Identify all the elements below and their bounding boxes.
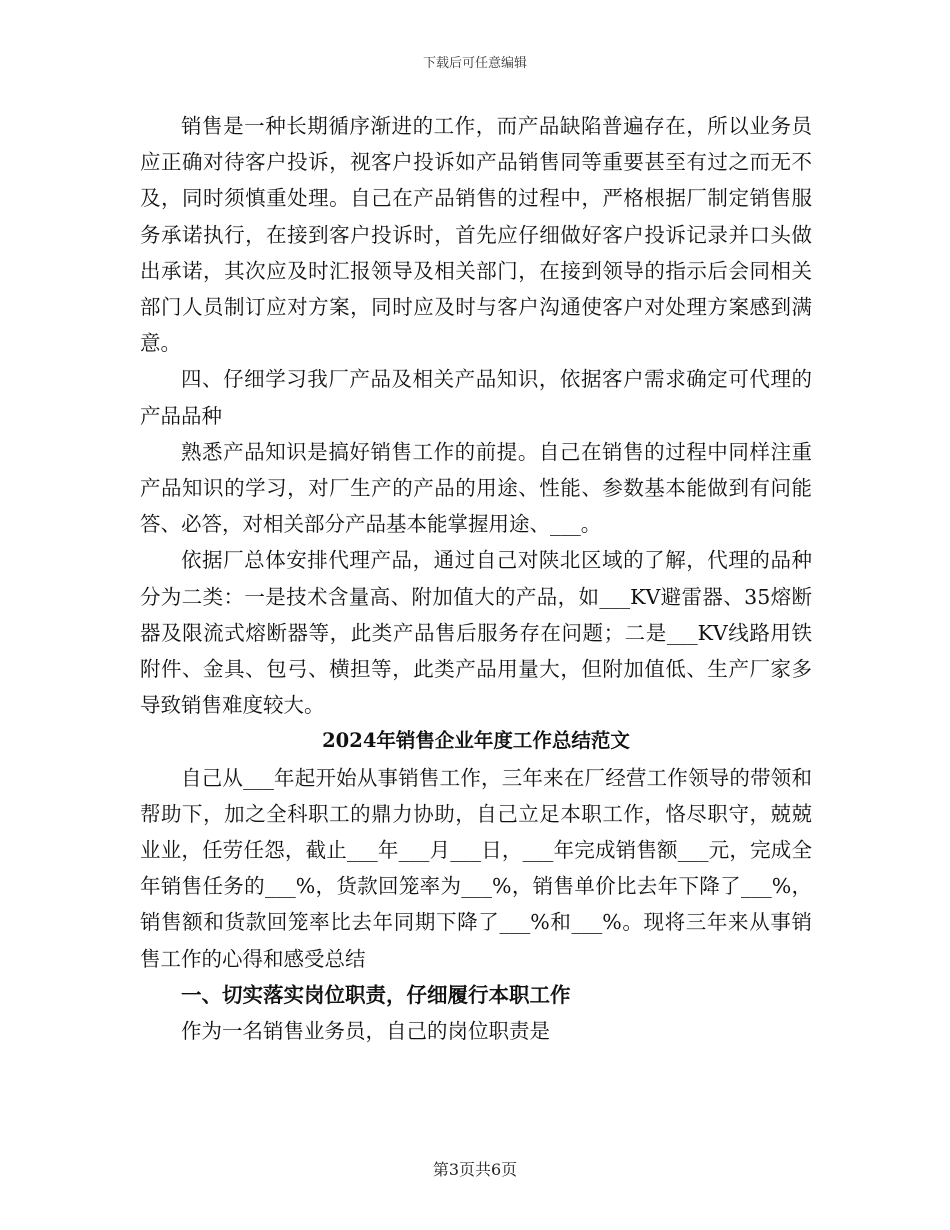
document-title: 2024年销售企业年度工作总结范文	[322, 729, 630, 753]
section-heading-product-knowledge: 四、仔细学习我厂产品及相关产品知识，依据客户需求确定可代理的产品品种	[140, 367, 812, 428]
paragraph-product-categories: 依据厂总体安排代理产品，通过自己对陕北区域的了解，代理的品种分为二类：一是技术含量高、附加值大的产品，如___KV避雷器、35熔断器及限流式熔断器等，此类产品售后服务存在问题；二是___KV线路用铁附件、金具、包弓、横担等，此类产品用量大，但附加值低、生产厂家多导致销售难度较大。	[140, 548, 812, 718]
paragraph-job-duties: 作为一名销售业务员，自己的岗位职责是	[181, 1019, 550, 1044]
paragraph-product-knowledge: 熟悉产品知识是搞好销售工作的前提。自己在销售的过程中同样注重产品知识的学习，对厂生产的产品的用途、性能、参数基本能做到有问能答、必答，对相关部分产品基本能掌握用途、___。	[140, 439, 812, 537]
paragraph-intro-summary: 自己从___年起开始从事销售工作，三年来在厂经营工作领导的带领和帮助下，加之全科职工的鼎力协助，自己立足本职工作，恪尽职守，兢兢业业，任劳任怨，截止___年___月___日，___年完成销售额___元，完成全年销售任务的___%，货款回笼率为___%，销售单价比去年下降了___%，销售额和货款回笼率比去年同期下降了___%和___%。现将三年来从事销售工作的心得和感受总结	[140, 765, 812, 971]
paragraph-complaint-handling: 销售是一种长期循序渐进的工作，而产品缺陷普遍存在，所以业务员应正确对待客户投诉，视客户投诉如产品销售同等重要甚至有过之而无不及，同时须慎重处理。自己在产品销售的过程中，严格根据厂制定销售服务承诺执行，在接到客户投诉时，首先应仔细做好客户投诉记录并口头做出承诺，其次应及时汇报领导及相关部门，在接到领导的指示后会同相关部门人员制订应对方案，同时应及时与客户沟通使客户对处理方案感到满意。	[140, 114, 812, 356]
page-header: 下载后可任意编辑	[422, 56, 527, 71]
document-body	[140, 108, 812, 1049]
section-heading-job-duties: 一、切实落实岗位职责，仔细履行本职工作	[181, 982, 571, 1007]
page-footer: 第3页共6页	[432, 1160, 518, 1179]
